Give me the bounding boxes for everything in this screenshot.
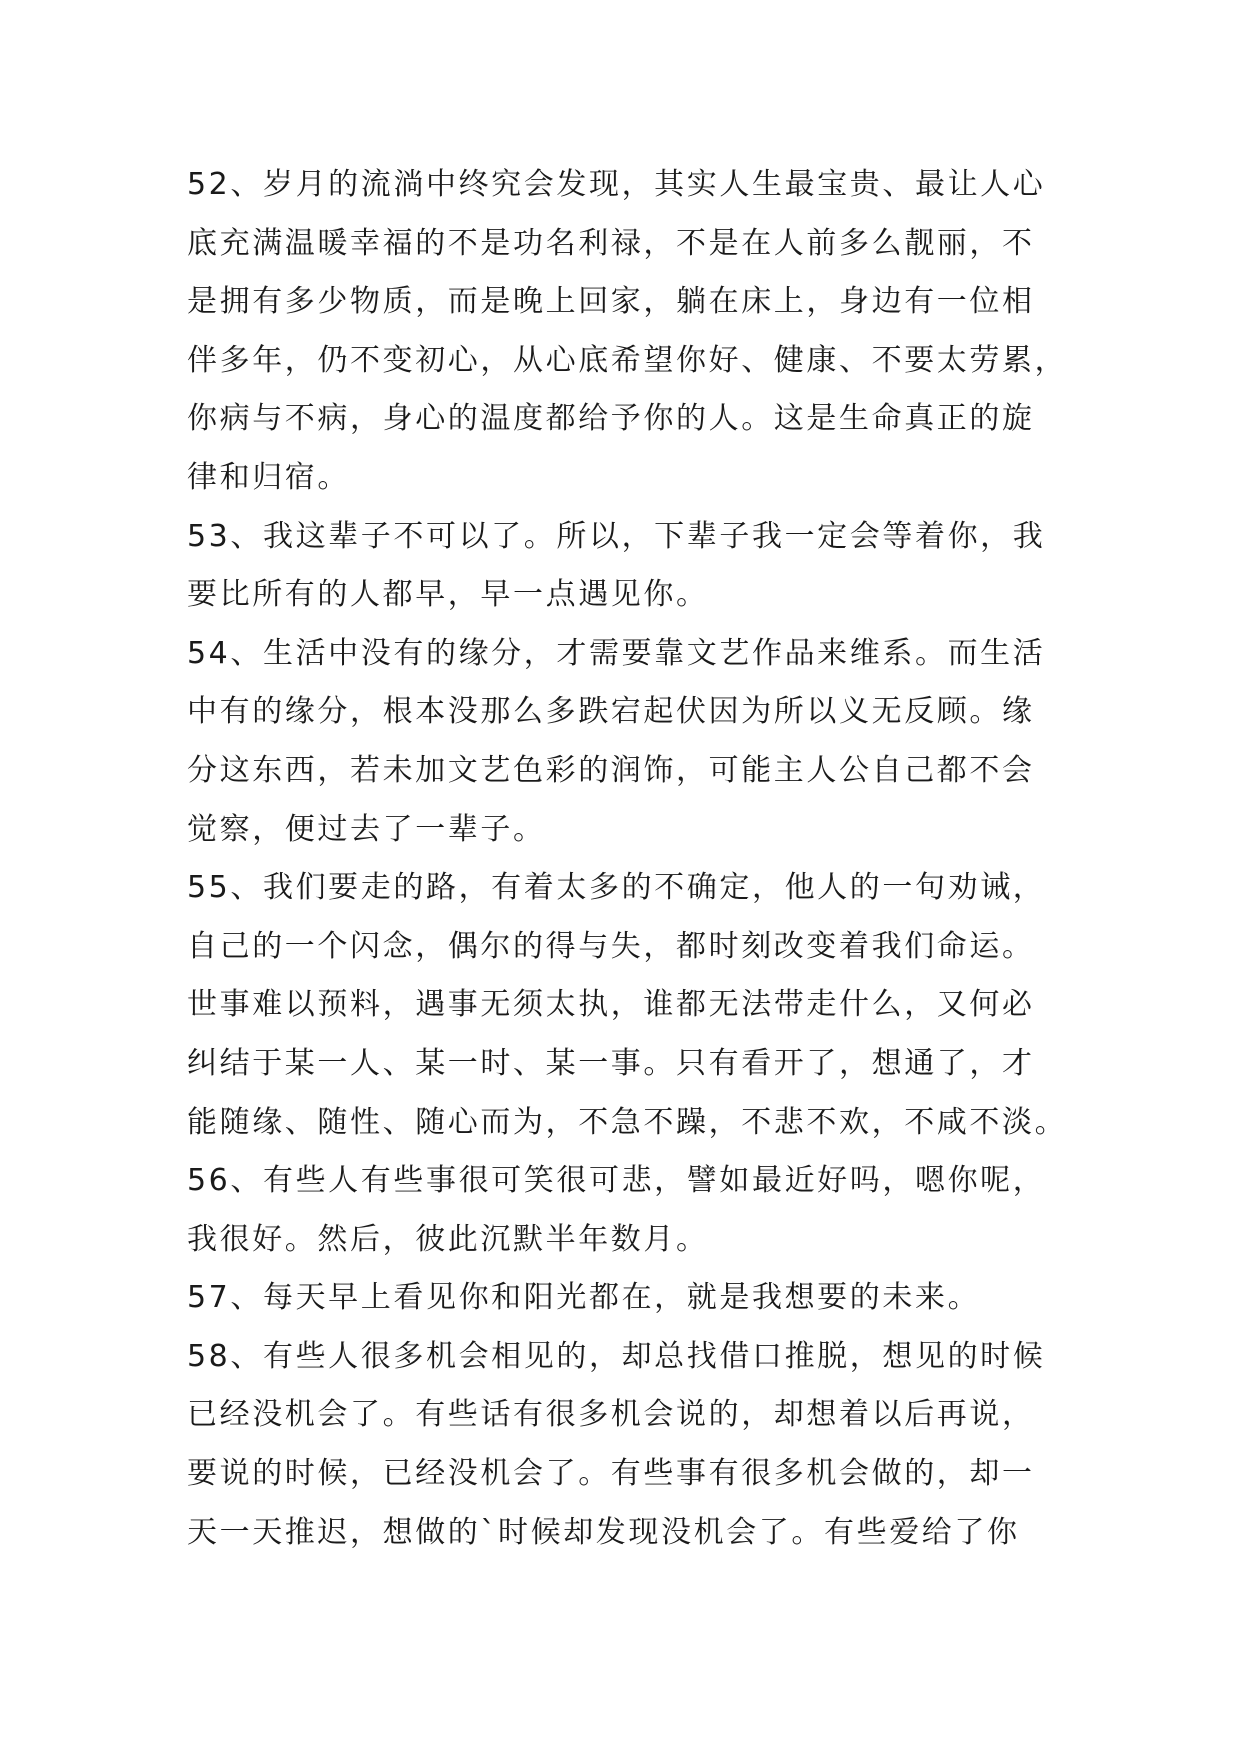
text-line: 律和归宿。 [187,459,350,495]
text-line: 57、每天早上看见你和阳光都在，就是我想要的未来。 [187,1280,981,1316]
text-line: 中有的缘分，根本没那么多跌宕起伏因为所以义无反顾。缘 [187,694,1035,730]
text-line: 53、我这辈子不可以了。所以，下辈子我一定会等着你，我 [187,518,1046,554]
document-body [187,156,1067,1562]
text-line: 自己的一个闪念，偶尔的得与失，都时刻改变着我们命运。 [187,928,1035,964]
text-line: 55、我们要走的路，有着太多的不确定，他人的一句劝诫， [187,870,1046,906]
text-line: 56、有些人有些事很可笑很可悲，譬如最近好吗，嗯你呢， [187,1163,1046,1199]
text-line: 54、生活中没有的缘分，才需要靠文艺作品来维系。而生活 [187,635,1046,671]
text-line: 已经没机会了。有些话有很多机会说的，却想着以后再说， [187,1397,1035,1433]
text-line: 世事难以预料，遇事无须太执，谁都无法带走什么，又何必 [187,987,1035,1023]
text-line: 底充满温暖幸福的不是功名利禄，不是在人前多么靓丽，不 [187,225,1035,261]
text-line: 纠结于某一人、某一时、某一事。只有看开了，想通了，才 [187,1045,1035,1081]
text-line: 我很好。然后，彼此沉默半年数月。 [187,1221,709,1257]
text-line: 要比所有的人都早，早一点遇见你。 [187,577,709,613]
text-line: 天一天推迟，想做的`时候却发现没机会了。有些爱给了你 [187,1514,1020,1550]
text-line: 觉察，便过去了一辈子。 [187,811,546,847]
text-line: 能随缘、随性、随心而为，不急不躁，不悲不欢，不咸不淡。 [187,1104,1068,1140]
text-line: 58、有些人很多机会相见的，却总找借口推脱，想见的时候 [187,1338,1046,1374]
text-line: 你病与不病，身心的温度都给予你的人。这是生命真正的旋 [187,401,1035,437]
text-line: 分这东西，若未加文艺色彩的润饰，可能主人公自己都不会 [187,752,1035,788]
text-line: 52、岁月的流淌中终究会发现，其实人生最宝贵、最让人心 [187,167,1046,202]
text-line: 伴多年，仍不变初心，从心底希望你好、健康、不要太劳累， [187,342,1068,378]
text-line: 是拥有多少物质，而是晚上回家，躺在床上，身边有一位相 [187,284,1035,320]
text-line: 要说的时候，已经没机会了。有些事有很多机会做的，却一 [187,1456,1035,1492]
